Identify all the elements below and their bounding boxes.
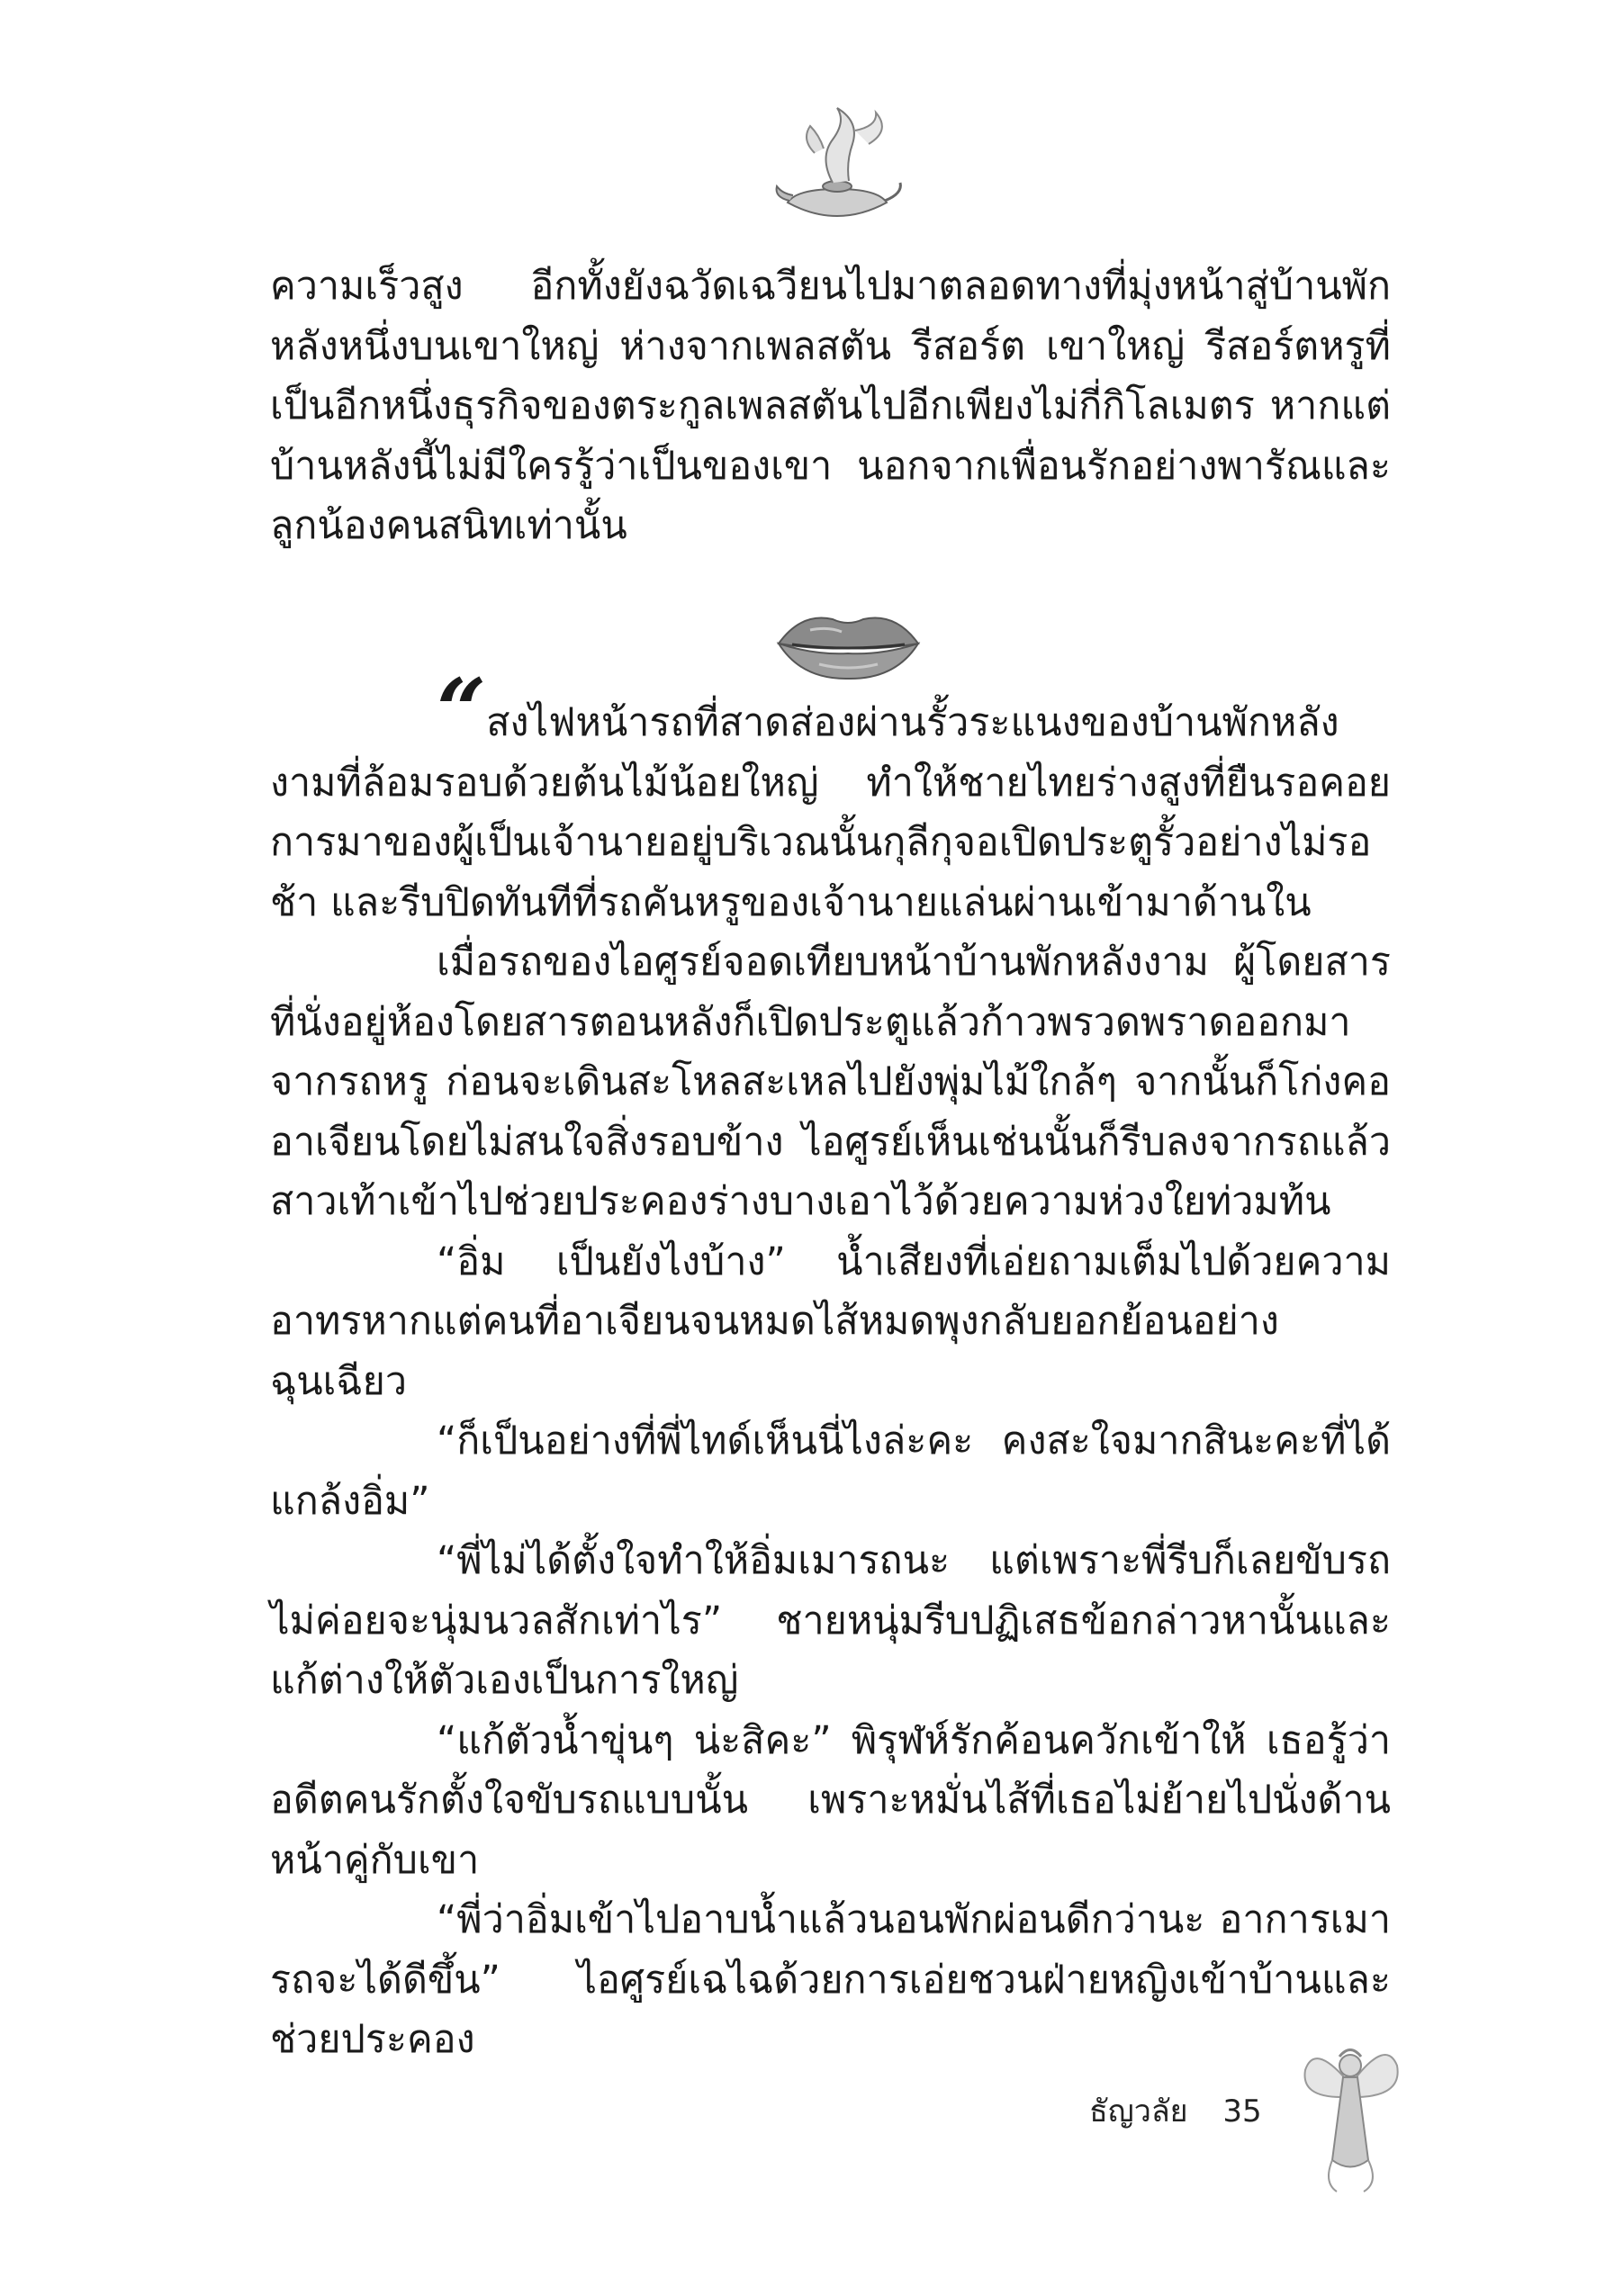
author-name: ธัญวลัย (1089, 2093, 1188, 2129)
first-paragraph (270, 660, 1391, 932)
paragraph: “พี่ไม่ได้ตั้งใจทำให้อิ่มเมารถนะ แต่เพราะพี่รีบก็เลยขับรถไม่ค่อยจะนุ่มนวลสักเท่าไร” ชายหนุ่มรีบปฏิเสธข้อกล่าวหานั้นและแก้ต่างให้ตัวเองเป็นการใหญ่ (270, 1538, 1391, 1703)
opening-paragraph (270, 257, 1391, 556)
drop-quote: “ (437, 660, 482, 761)
page-footer (1089, 2086, 1262, 2135)
page-number: 35 (1222, 2093, 1262, 2129)
paragraph: ความเร็วสูง อีกทั้งยังฉวัดเฉวียนไปมาตลอดทางที่มุ่งหน้าสู่บ้านพักหลังหนึ่งบนเขาใหญ่ ห่างจากเพลสตัน รีสอร์ต เขาใหญ่ รีสอร์ตหรูที่เป็นอีกหนึ่งธุรกิจของตระกูลเพลสตันไปอีกเพียงไม่กี่กิโลเมตร หากแต่บ้านหลังนี้ไม่มีใครรู้ว่าเป็นของเขา นอกจากเพื่อนรักอย่างพารัณและลูกน้องคนสนิทเท่านั้น (270, 264, 1391, 548)
paragraph: เมื่อรถของไอศูรย์จอดเทียบหน้าบ้านพักหลังงาม ผู้โดยสารที่นั่งอยู่ห้องโดยสารตอนหลังก็เปิดประตูแล้วก้าวพรวดพราดออกมาจากรถหรู ก่อนจะเดินสะโหลสะเหลไปยังพุ่มไม้ใกล้ๆ จากนั้นก็โก่งคออาเจียนโดยไม่สนใจสิ่งรอบข้าง ไอศูรย์เห็นเช่นนั้นก็รีบลงจากรถแล้วสาวเท้าเข้าไปช่วยประคองร่างบางเอาไว้ด้วยความห่วงใยท่วมท้น (270, 940, 1391, 1224)
fairy-icon (1296, 2025, 1404, 2196)
lips-icon (774, 603, 923, 684)
paragraph: “แก้ตัวน้ำขุ่นๆ น่ะสิคะ” พิรุฬห์รักค้อนควักเข้าให้ เธอรู้ว่าอดีตคนรักตั้งใจขับรถแบบนั้น เพราะหมั่นไส้ที่เธอไม่ย้ายไปนั่งด้านหน้าคู่กับเขา (270, 1717, 1391, 1883)
genie-lamp-icon (770, 104, 905, 230)
chapter-text (270, 660, 1391, 2070)
paragraph: “อิ่ม เป็นยังไงบ้าง” น้ำเสียงที่เอ่ยถามเต็มไปด้วยความอาทรหากแต่คนที่อาเจียนจนหมดไส้หมดพุงกลับยอกย้อนอย่างฉุนเฉียว (270, 1238, 1391, 1404)
paragraph-text: สงไฟหน้ารถที่สาดส่องผ่านรั้วระแนงของบ้านพักหลังงามที่ล้อมรอบด้วยต้นไม้น้อยใหญ่ ทำให้ชายไทยร่างสูงที่ยืนรอคอยการมาของผู้เป็นเจ้านายอยู่บริเวณนั้นกุลีกุจอเปิดประตูรั้วอย่างไม่รอช้า และรีบปิดทันทีที่รถคันหรูของเจ้านายแล่นผ่านเข้ามาด้านใน (270, 700, 1391, 925)
paragraph: “พี่ว่าอิ่มเข้าไปอาบน้ำแล้วนอนพักผ่อนดีกว่านะ อาการเมารถจะได้ดีขึ้น” ไอศูรย์เฉไฉด้วยการเอ่ยชวนฝ่ายหญิงเข้าบ้านและช่วยประคอง (270, 1897, 1391, 2062)
paragraph: “ก็เป็นอย่างที่พี่ไทด์เห็นนี่ไงล่ะคะ คงสะใจมากสินะคะที่ได้แกล้งอิ่ม” (270, 1418, 1391, 1524)
